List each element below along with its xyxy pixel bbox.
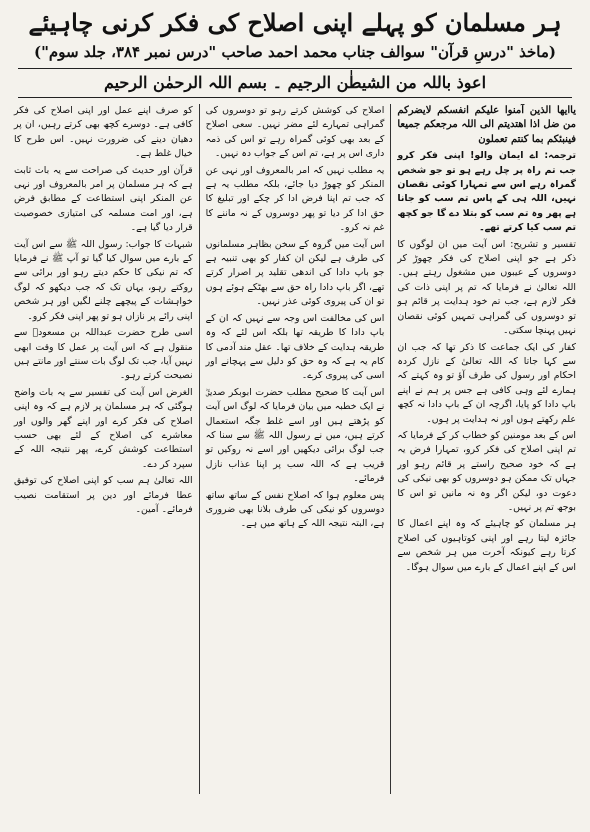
paragraph: یاایھا الذین آمنوا علیکم انفسکم لایضرکم من ضل اذا اھتدیتم الی اللہ مرجعکم جمیعا فینبئکم بما کنتم تعملون — [397, 105, 576, 145]
paragraph: اس کے بعد مومنین کو خطاب کر کے فرمایا کہ تم اپنی اصلاح کی فکر کرو، تمہارا فرض یہ ہے کہ خود صحیح راستے پر قائم رہو اور جہاں تک ممکن ہو دوسروں کو بھی نیکی کی دعوت دو، لیکن اگر وہ نہ مانیں تو اس کا بوجھ تم پر نہیں۔ — [397, 429, 576, 513]
column-right — [391, 104, 582, 794]
paragraph: تفسیر و تشریح: اس آیت میں ان لوگوں کا ذکر ہے جو اپنی اصلاح کی فکر چھوڑ کر دوسروں کے عیبوں میں مشغول رہتے ہیں۔ اللہ تعالیٰ نے فرمایا کہ تم پر اپنی ذات کی فکر لازم ہے، جب تم خود ہدایت پر قائم ہو تو دوسروں کی گمراہی تمہیں کوئی نقصان نہیں پہنچا سکتی۔ — [397, 238, 576, 337]
paragraph: اس آیت کا صحیح مطلب حضرت ابوبکر صدیقؓ نے ایک خطبہ میں بیان فرمایا کہ لوگ اس آیت کو پڑھتے ہیں اور اسے غلط جگہ استعمال کرتے ہیں، میں نے رسول اللہ ﷺ سے سنا کہ جب لوگ برائی دیکھیں اور اسے نہ روکیں تو قریب ہے کہ اللہ سب پر اپنا عذاب نازل فرمائے۔ — [205, 386, 385, 485]
paragraph: ہر مسلمان کو چاہیئے کہ وہ اپنے اعمال کا جائزہ لیتا رہے اور اپنی کوتاہیوں کی اصلاح کرتا رہے کیونکہ آخرت میں ہر شخص سے اس کے اپنے اعمال کے بارے میں سوال ہوگا۔ — [397, 518, 576, 573]
column-middle — [200, 104, 392, 794]
paragraph: اصلاح کی کوشش کرتے رہو تو دوسروں کی گمراہی تمہارے لئے مضر نہیں۔ سعی اصلاح کے بعد بھی کوئی گمراہ رہے تو اس کی ذمہ داری اس پر ہے، تم اس کے جواب دہ نہیں۔ — [205, 105, 385, 160]
article-columns — [8, 104, 582, 794]
basmala-line: اعوذ باللہ من الشیطٰن الرجیم ۔ بسم اللہ الرحمٰن الرحیم — [18, 68, 572, 98]
paragraph: پس معلوم ہوا کہ اصلاح نفس کے ساتھ ساتھ دوسروں کو نیکی کی طرف بلانا بھی ضروری ہے، البتہ نتیجہ اللہ کے ہاتھ میں ہے۔ — [205, 489, 385, 530]
paragraph: اسی طرح حضرت عبداللہ بن مسعودؓ سے منقول ہے کہ اس آیت پر عمل کا وقت ابھی نہیں آیا، جب تک لوگ بات سنتے اور مانتے ہیں نصیحت کرتے رہو۔ — [13, 327, 193, 382]
paragraph: اللہ تعالیٰ ہم سب کو اپنی اصلاح کی توفیق عطا فرمائے اور دین پر استقامت نصیب فرمائے۔ آمین۔ — [13, 475, 193, 515]
paragraph: کفار کی ایک جماعت کا ذکر تھا کہ جب ان سے کہا جاتا کہ اللہ تعالیٰ کے نازل کردہ احکام اور رسول کی طرف آؤ تو وہ کہتے کہ ہمارے لئے وہی کافی ہے جس پر ہم نے اپنے باپ دادا کو پایا، اگرچہ ان کے باپ دادا نہ کچھ علم رکھتے ہوں اور نہ ہدایت پر ہوں۔ — [397, 341, 576, 425]
article-source: (ماخذ "درسِ قرآن" سوالف جناب محمد احمد صاحب "درس نمبر ۳۸۴، جلد سوم") — [34, 43, 556, 61]
paragraph: ترجمہ: اے ایمان والو! اپنی فکر کرو جب تم راہ پر چل رہے ہو تو جو شخص گمراہ رہے اس سے تمہارا کوئی نقصان نہیں، اللہ ہی کے پاس تم سب کو جانا ہے پھر وہ تم سب کو بتلا دے گا جو کچھ تم سب کیا کرتے تھے۔ — [397, 150, 576, 234]
column-left — [8, 104, 200, 794]
paragraph: اس کی مخالفت اس وجہ سے نہیں کہ ان کے باپ دادا کا طریقہ تھا بلکہ اس لئے کہ وہ طریقہ ہدایت کے خلاف تھا۔ عقل مند آدمی کا کام یہ ہے کہ وہ حق کو دلیل سے پہچانے اور اسی کی پیروی کرے۔ — [205, 312, 385, 382]
article-headline: ہر مسلمان کو پہلے اپنی اصلاح کی فکر کرنی چاہیئے — [28, 8, 562, 37]
paragraph: شبہات کا جواب: رسول اللہ ﷺ سے اس آیت کے بارے میں سوال کیا گیا تو آپ ﷺ نے فرمایا کہ تم نیکی کا حکم دیتے رہو اور برائی سے روکتے رہو، یہاں تک کہ جب دیکھو کہ لوگ خواہشات کے پیچھے چلنے لگیں اور ہر شخص اپنی رائے پر نازاں ہو تو پھر اپنی فکر کرو۔ — [13, 238, 193, 322]
paragraph: یہ مطلب نہیں کہ امر بالمعروف اور نہی عن المنکر کو چھوڑ دیا جائے، بلکہ مطلب یہ ہے کہ جب تم اپنا فرض ادا کر چکے اور تبلیغ کا حق ادا کر دیا تو پھر دوسروں کے نہ ماننے کا غم نہ کرو۔ — [205, 164, 385, 234]
paragraph: قرآن اور حدیث کی صراحت سے یہ بات ثابت ہے کہ ہر مسلمان پر امر بالمعروف اور نہی عن المنکر اپنی استطاعت کے مطابق فرض ہے، اور امت مسلمہ کی امتیازی خصوصیت قرار دیا گیا ہے۔ — [13, 164, 193, 234]
paragraph: اس آیت میں گروہ کے سخن بظاہر مسلمانوں کی طرف ہے لیکن ان کفار کو بھی تنبیہ ہے جو باپ دادا کی اندھی تقلید پر اصرار کرتے تھے، اگر باپ دادا راہ حق سے بھٹکے ہوئے ہوں تو ان کی پیروی کوئی عذر نہیں۔ — [205, 238, 385, 308]
paragraph: کو صرف اپنے عمل اور اپنی اصلاح کی فکر کافی ہے۔ دوسرے کچھ بھی کرتے رہیں، ان پر دھیان دینے کی ضرورت نہیں۔ اس طرح کا خیال غلط ہے۔ — [13, 105, 193, 160]
paragraph: الغرض اس آیت کی تفسیر سے یہ بات واضح ہوگئی کہ ہر مسلمان پر لازم ہے کہ وہ اپنی اصلاح کی فکر کرے اور اپنے گھر والوں اور معاشرے کی اصلاح کے لئے بھی حسب استطاعت کوشش کرے، پھر نتیجہ اللہ کے سپرد کر دے۔ — [13, 386, 193, 470]
